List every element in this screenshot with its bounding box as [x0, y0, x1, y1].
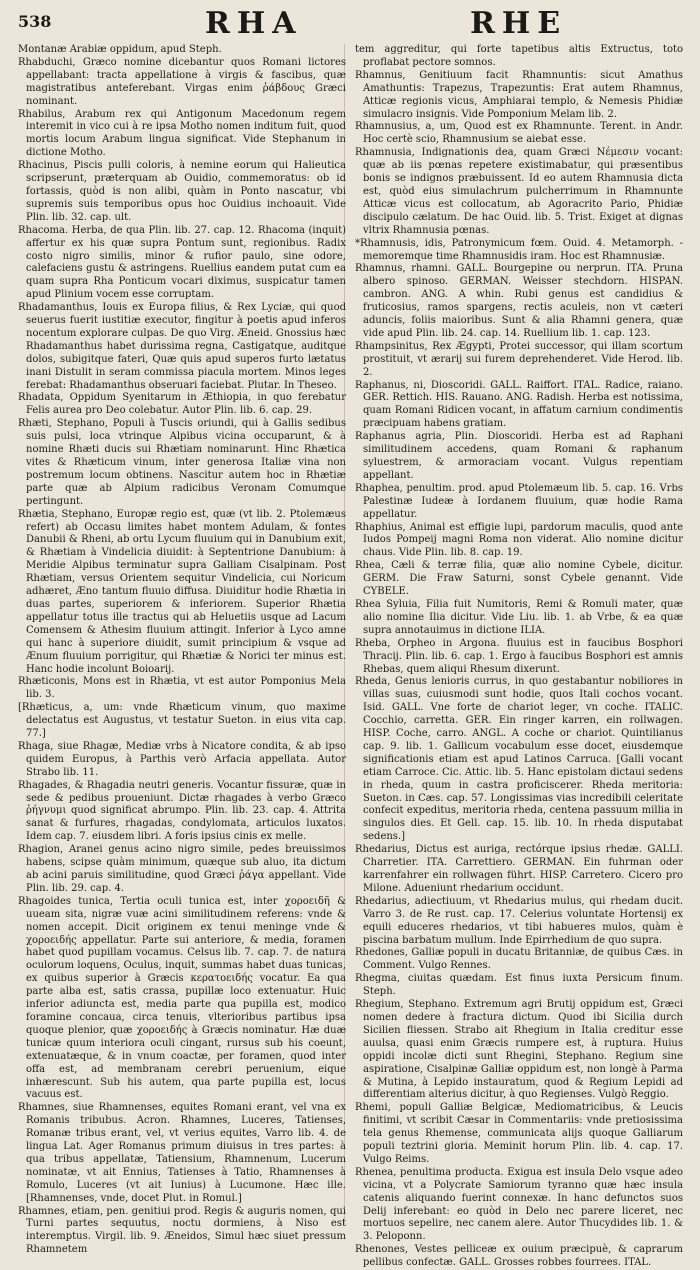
entry: Rhætia, Stephano, Europæ regio est, quæ (vt lib. 2. Ptolemæus refert) ab Occasu limites habet montem Adulam, & fontes Danubii & Rheni, ab ortu Lycum fluuium qui in Danubium exit, & Rhætiam à Vindelicia diuidit: à Septentrione Danubium: à Meridie Alpibus terminatur supra Galliam Cisalpinam. Post Rhætiam, versus Orientem sequitur Vindelicia, cui Noricum adhæret, Æno tantum fluuio diffusa. Diuiditur hodie Rhætia in duas partes, superiorem & inferiorem. Superior Rhætia appellatur totus ille tractus qui ab Heluetiis usque ad Lacum Comensem & Athesim fluuium attingit. Inferior à Lyco amne qui hanc à superiore diuidit, sumit principium & vsque ad Ænum fluuium porrigitur, qui Rhætiæ & Norici ter minus est. Hanc hodie incolunt Boioarij.: [18, 508, 346, 675]
entry: Rhea, Cæli & terræ filia, quæ alio nomine Cybele, dicitur. GERM. Die Fraw Saturni, sonst Cybele genannt. Vide CYBELE.: [355, 560, 683, 598]
entry: Rhæti, Stephano, Populi à Tuscis oriundi, qui à Gallis sedibus suis pulsi, loca vtrinque Alpibus vicina occuparunt, & à nomine Rhæti ducis sui Rhætiam nominarunt. Hinc Rhætica vites & Rhæticum vinum, inter generosa Italiæ vina non postremum locum obtinens. Nascitur autem hoc in Rhætiæ parte quæ ab Alpium radicibus Veronam Comumque pertingunt.: [18, 418, 346, 507]
entry: Rhamnusius, a, um, Quod est ex Rhamnunte. Terent. in Andr. Hoc certè scio, Rhamnusium se aiebat esse.: [355, 121, 683, 146]
entry: Rhæticonis, Mons est in Rhætia, vt est autor Pomponius Mela lib. 3.: [18, 676, 346, 701]
entry: Rhamnus, Genitiuum facit Rhamnuntis: sicut Amathus Amathuntis: Trapezus, Trapezuntis: Erat autem Rhamnus, Atticæ regionis vicus, Amphiarai templo, & Nemesis Phidiæ simulacro insignis. Vide Pomponium Melam lib. 2.: [355, 69, 683, 120]
entry: Rhacoma. Herba, de qua Plin. lib. 27. cap. 12. Rhacoma (inquit) affertur ex his quæ supra Pontum sunt, regionibus. Radix costo nigro similis, minor & rufior paulo, sine odore, calefaciens gustu & astringens. Ruellius eandem putat cum ea quam supra Rha Ponticum vocari diximus, suspicatur tamen apud Plinium vocem esse corruptam.: [18, 224, 346, 301]
entry: Rhaga, siue Rhagæ, Mediæ vrbs à Nicatore condita, & ab ipso quidem Europus, à Parthis verò Arfacia appellata. Autor Strabo lib. 11.: [18, 740, 346, 778]
left-column: [18, 44, 346, 1256]
running-head-left: RHA: [205, 6, 303, 41]
entry: Rhemi, populi Galliæ Belgicæ, Mediomatricibus, & Leucis finitimi, vt scribit Cæsar in Commentariis: vnde pretiosissima tela genus Rhemense, communicata alijs quoque Galliarum populi teztrini gloria. Meminit horum Plin. lib. 4. cap. 17. Vulgo Reims.: [355, 1102, 683, 1165]
entry: Rheba, Orpheo in Argona. fluuius est in faucibus Bosphori Thracij. Plin. lib. 6. cap. 1. Ergo à faucibus Bosphori est amnis Rhebas, quem aliqui Rhesum dixerunt.: [355, 637, 683, 675]
right-column: [355, 44, 683, 1269]
entry: Rhabduchi, Græco nomine dicebantur quos Romani lictores appellabant: tracta appellatione à virgis & fascibus, quæ magistratibus anteferebant. Virgas enim ῥάβδους Græci nominant.: [18, 56, 346, 107]
entry: Raphanus, ni, Dioscoridi. GALL. Raiffort. ITAL. Radice, raiano. GER. Rettich. HIS. Rauano. ANG. Radish. Herba est notissima, quam Romani Ridicen vocant, in affatum carnium condimentis præcipuam habens gratiam.: [355, 379, 683, 430]
entry: Rhedarius, Dictus est auriga, rectórque ipsius rhedæ. GALLI. Charretier. ITA. Carrettiero. GERMAN. Ein fuhrman oder karrenfahrer ein rollwagen führt. HISP. Carretero. Cicero pro Milone. Adueniunt rhedarium occidunt.: [355, 844, 683, 894]
entry: Rhedarius, adiectiuum, vt Rhedarius mulus, qui rhedam ducit. Varro 3. de Re rust. cap. 17. Celerius voluntate Hortensij ex equili educeres rhedarios, vt tibi habueres mulos, quàm è piscina barbatum mullum. Inde Epirrhedium de quo supra.: [355, 895, 683, 946]
entry: tem aggreditur, qui forte tapetibus altis Extructus, toto proflabat pectore somnos.: [355, 44, 683, 68]
entry: [Rhæticus, a, um: vnde Rhæticum vinum, quo maxime delectatus est Augustus, vt testatur Sueton. in eius vita cap. 77.]: [18, 702, 346, 740]
entry: Rhaphius, Animal est effigie lupi, pardorum maculis, quod ante Iudos Pompeij magni Roma non viderat. Alio nomine dicitur chaus. Vide Plin. lib. 8. cap. 19.: [355, 521, 683, 559]
entry: Rhadata, Oppidum Syenitarum in Æthiopia, in quo ferebatur Felis aurea pro Deo colebatur. Autor Plin. lib. 6. cap. 29.: [18, 392, 346, 417]
entry: Rhagion, Aranei genus acino nigro simile, pedes breuissimos habens, scipse quàm minimum, quæque sub aluo, ita dictum ab acini paruis similitudine, quod Græci ῥάγα appellant. Vide Plin. lib. 29. cap. 4.: [18, 844, 346, 894]
entry: Montanæ Arabiæ oppidum, apud Steph.: [18, 44, 222, 55]
entry: Rhegium, Stephano. Extremum agri Brutij oppidum est, Græci nomen dedere à fractura dictum. Quod ibi Sicilia durch Sicilien fliessen. Strabo ait Rhegium in Italia creditur esse auulsa, quasi enim Græcis rumpere est, à ruptura. Huius oppidi incolæ dicti sunt Rhegini, Stephano. Regium sine aspiratione, Cisalpinæ Galliæ oppidum est, non longè à Parma & Mutina, à Lepido instauratum, quod & Regium Lepidi ad differentiam alterius dicitur, à quo Regienses. Vulgò Reggio.: [355, 999, 683, 1101]
entry: Rhenones, Vestes pelliceæ ex ouium præcipuè, & caprarum pellibus confectæ. GALL. Grosses robbes fourrees. ITAL.: [355, 1244, 683, 1269]
running-head-right: RHE: [470, 6, 568, 41]
entry: *Rhamnusis, idis, Patronymicum fœm. Ouid. 4. Metamorph. -memoremque time Rhamnusidis iram. Hoc est Rhamnusiæ.: [355, 237, 683, 262]
entry: Rhadamanthus, Iouis ex Europa filius, & Rex Lyciæ, qui quod seuerus fuerit iustitiæ executor, fingitur à poetis apud inferos nocentum explorare culpas. De quo Virg. Æneid. Gnossius hæc Rhadamanthus habet durissima regna, Castigatque, auditque dolos, subigitque fateri, Quæ quis apud superos furto lætatus inani Distulit in seram commissa piacula mortem. Minos leges ferebat: Rhadamanthus obseruari faciebat. Plutar. In Theseo.: [18, 302, 346, 391]
entry: Rhegma, ciuitas quædam. Est finus iuxta Persicum finum. Steph.: [355, 973, 683, 998]
entry: Rhacinus, Piscis pulli coloris, à nemine eorum qui Halieutica scripserunt, præterquam ab Ouidio, commemoratus: ob id fortassis, quòd is non alibi, quàm in Ponto nascatur, vbi supremis suis temporibus opus hoc Ouidius inchoauit. Vide Plin. lib. 32. cap. ult.: [18, 160, 346, 223]
entry: Rhamnes, etiam, pen. genitiui prod. Regis & auguris nomen, qui Turni partes sequutus, noctu dormiens, à Niso est interemptus. Virgil. lib. 9. Æneidos, Simul hæc siuet pressum Rhamnetem: [18, 1205, 346, 1256]
entry: Raphanus agria, Plin. Dioscoridi. Herba est ad Raphani similitudinem accedens, quam Romani & raphanum syluestrem, & armoraciam vocant. Vulgus repentiam appellant.: [355, 431, 683, 481]
entry: Rhamnes, siue Rhamnenses, equites Romani erant, vel vna ex Romanis tribubus. Acron. Rhamnes, Luceres, Tatienses, Romanæ tribus erant, vel, vt verius equites, Varro lib. 4. de lingua Lat. Ager Romanus primum diuisus in tres partes: à qua tribus appellatæ, Tatiensium, Rhamnenum, Lucerum nominatæ, vt ait Ennius, Tatienses à Tatio, Rhamnenses à Romulo, Luceres (vt ait Iunius) à Lucumone. Hæc ille. [Rhamnenses, vnde, docet Plut. in Romul.]: [18, 1102, 346, 1204]
entry: Rhagades, & Rhagadia neutri generis. Vocantur fissuræ, quæ in sede & pedibus proueniunt. Dictæ rhagades à verbo Græco ῥήγνυμι quod significat abrumpo. Plin. lib. 23. cap. 4. Attrita sanat & furfures, rhagadas, condylomata, articulos luxatos. Idem cap. 7. eiusdem libri. A foris ipsius cinis ex melle.: [18, 779, 346, 843]
entry: Rhampsinitus, Rex Ægypti, Protei successor, qui illam scortum prostituit, vt ærarij sui furem deprehenderet. Vide Herod. lib. 2.: [355, 340, 683, 378]
entry: Rhaphea, penultim. prod. apud Ptolemæum lib. 5. cap. 16. Vrbs Palestinæ Iudeæ à Iordanem fluuium, quæ hodie Rama appellatur.: [355, 482, 683, 520]
entry: Rhamnus, rhamni. GALL. Bourgepine ou nerprun. ITA. Pruna albero spinoso. GERMAN. Weisser stechdorn. HISPAN. cambron. ANG. A whin. Rubi genus est candidius & fruticosius, ramos spargens, rectis aculeis, non vt cæteri aduncis, foliis maioribus. Sunt & alia Rhamni genera, quæ vide apud Plin. lib. 24. cap. 14. Ruellium lib. 1. cap. 123.: [355, 263, 683, 339]
entry: Rhamnusia, Indignationis dea, quam Græci Νέμεσιν vocant: quæ ab iis pœnas repetere existimabatur, qui præsentibus bonis se indignos præbuissent. Id eo autem Rhamnusia dicta est, quòd eius simulachrum pulcherrimum in Rhamnunte Atticæ vicus est collocatum, ab Agoracrito Pario, Phidiæ discipulo cælatum. De hac Ouid. lib. 5. Trist. Exiget at dignas vltrix Rhamnusia pœnas.: [355, 147, 683, 236]
entry: Rhabilus, Arabum rex qui Antigonum Macedonum regem interemit in vico cui à re ipsa Motho nomen inditum fuit, quod mortis locum Arabum lingua significat. Vide Stephanum in dictione Motho.: [18, 108, 346, 159]
entry: Rhenea, penultima producta. Exigua est insula Delo vsque adeo vicina, vt a Polycrate Samiorum tyranno quæ hæc insula catenis aliquando fuerint connexæ. In hanc defunctos suos Delij inferebant: eo quòd in Delo nec parere liceret, nec mortuos sepelire, nec canem alere. Autor Thucydides lib. 1. & 3. Peloponn.: [355, 1166, 683, 1243]
entry: Rhedones, Galliæ populi in ducatu Britanniæ, de quibus Cæs. in Comment. Vulgo Rennes.: [355, 947, 683, 972]
page-number: 538: [18, 12, 52, 31]
entry: Rhea Syluia, Filia fuit Numitoris, Remi & Romuli mater, quæ alio nomine Ilia dicitur. Vide Liu. lib. 1. ab Vrbe, & ea quæ supra annotauimus in dictione ILIA.: [355, 598, 683, 636]
entry: Rheda, Genus lenioris currus, in quo gestabantur nobiliores in villas suas, cuiusmodi sunt hodie, quos Itali cochos vocant. Isid. GALL. Vne forte de chariot leger, vn coche. ITALIC. Cocchio, carretta. GER. Ein ringer karren, ein rollwagen. HISP. Coche, carro. ANGL. A coche or chariot. Quintilianus cap. 9. lib. 1. Gallicum vocabulum esse docet, eiusdemque significationis etiam est apud Latinos Carruca. [Galli vocant etiam Carroce. Cic. Attic. lib. 5. Hanc epistolam dictaui sedens in rheda, quum in castra proficiscerer. Rheda meritoria: Sueton. in Cæs. cap. 57. Longissimas vias incredibili celeritate confecit expeditus, meritoria rheda, centena passuum millia in singulos dies. Et Gell. cap. 15. lib. 10. In rheda disputabat sedens.]: [355, 676, 683, 843]
entry: Rhagoides tunica, Tertia oculi tunica est, inter χοροειδῆ & uueam sita, nigræ vuæ acini similitudinem referens: vnde & nomen accepit. Dicit originem ex tenui meninge vnde & χοροειδής appellatur. Parte sui anteriore, & media, foramen habet quod pupillam vocamus. Celsus lib. 7. cap. 7. de natura oculorum loquens, Oculus, inquit, summas habet duas tunicas, ex quibus superior à Græcis κερατοειδής vocatur. Ea qua parte alba est, satis crassa, pupillæ loco extenuatur. Huic inferior adiuncta est, media parte qua pupilla est, modico foramine concaua, circa tenuis, vlterioribus partibus ipsa quoque plenior, quæ χοροειδής à Græcis nominatur. Hæ duæ tunicæ quum interiora oculi cingant, rursus sub his coeunt, extenuatæque, & in vnum coactæ, per foramen, quod inter offa est, ad membranam cerebri peruenium, eique inhærescunt. Sub his autem, qua parte pupilla est, locus vacuus est.: [18, 895, 346, 1101]
